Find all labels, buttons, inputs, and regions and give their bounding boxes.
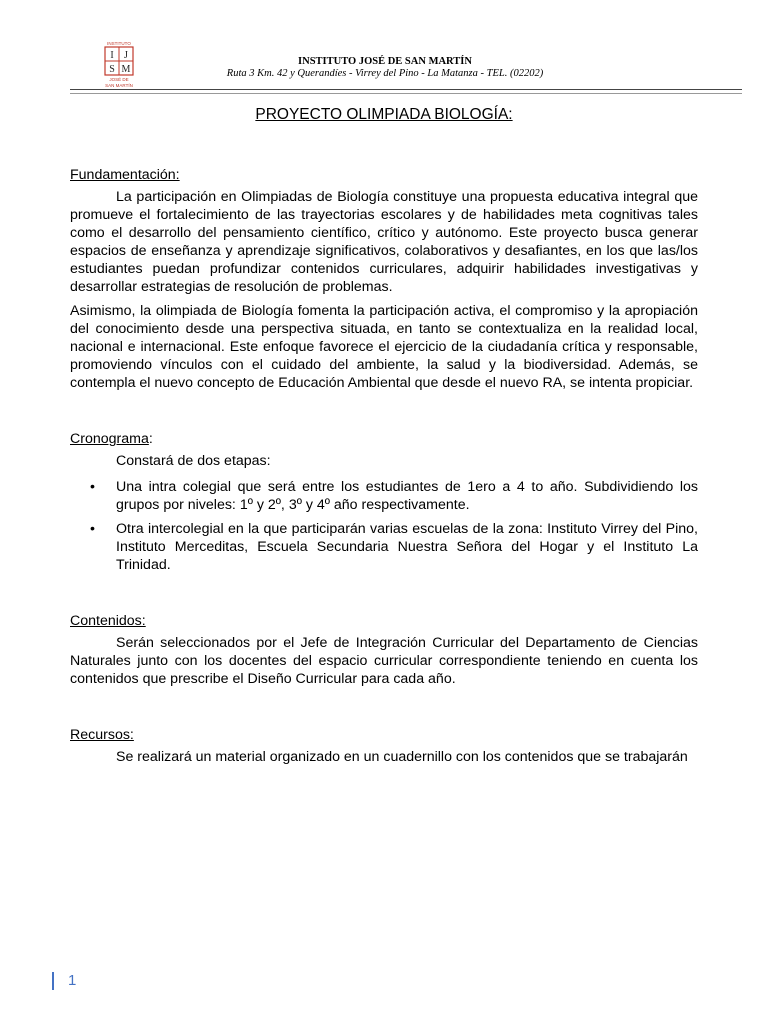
institute-logo (98, 40, 140, 90)
document-body (70, 106, 698, 772)
paragraph-fundamentacion-2: Asimismo, la olimpiada de Biología fomenta la participación activa, el compromiso y la apropiación del conocimiento desde una perspectiva situada, en tanto se contextualiza en la realidad local, nacional e internacional. Este enfoque favorece el ejercicio de la ciudadanía crítica y responsable, promoviendo vínculos con el cuidado del ambiente, la salud y la biodiversidad. Además, se contempla el nuevo concepto de Educación Ambiental que desde el nuevo RA, se intenta propiciar. (70, 303, 698, 391)
heading-cronograma (70, 430, 698, 448)
heading-cronograma-colon: : (148, 431, 153, 447)
heading-fundamentacion: Fundamentación: (70, 167, 180, 183)
paragraph-fundamentacion-1: La participación en Olimpiadas de Biología constituye una propuesta educativa integral que promueve el fortalecimiento de las trayectorias escolares y de habilidades meta cognitivas tales como el desarrollo del pensamiento científico, crítico y autónomo. Este proyecto busca generar espacios de enseñanza y aprendizaje significativos, colaborativos y desafiantes, en los que las/los estudiantes puedan profundizar contenidos curriculares, adquirir habilidades investigativas y desarrollar estrategias de resolución de problemas. (70, 189, 698, 295)
page-number: 1 (68, 972, 77, 989)
cronograma-list (70, 478, 698, 574)
list-item (70, 478, 698, 514)
logo-bottom-text-1: JOSÉ DE (109, 77, 129, 82)
list-item-text: Una intra colegial que será entre los estudiantes de 1ero a 4 to año. Subdividiendo los grupos por niveles: 1º y 2º, 3º y 4º año respectivamente. (116, 479, 698, 513)
heading-recursos: Recursos: (70, 727, 134, 743)
logo-letter-1: I (110, 50, 114, 61)
document-header (0, 0, 768, 100)
logo-bottom-text-2: SAN MARTÍN (105, 83, 133, 88)
logo-top-text: INSTITUTO (107, 41, 131, 46)
logo-letter-4: M (121, 64, 131, 75)
institution-name: INSTITUTO JOSÉ DE SAN MARTÍN (298, 56, 472, 67)
heading-contenidos: Contenidos: (70, 613, 146, 629)
header-rule (70, 89, 742, 90)
bullet-icon: • (90, 521, 95, 537)
logo-letter-3: S (109, 64, 115, 75)
logo-letter-2: J (124, 50, 128, 61)
header-rule-thin (70, 93, 742, 94)
paragraph-contenidos: Serán seleccionados por el Jefe de Integración Curricular del Departamento de Ciencias Naturales junto con los docentes del espacio curricular correspondiente teniendo en cuenta los contenidos que prescribe el Diseño Curricular para cada año. (70, 635, 698, 687)
page-number-bar (52, 972, 54, 990)
list-item-text: Otra intercolegial en la que participarán varias escuelas de la zona: Instituto Virrey del Pino, Instituto Merceditas, Escuela Secundaria Nuestra Señora del Hogar y el Instituto La Trinidad. (116, 521, 698, 573)
page-title: PROYECTO OLIMPIADA BIOLOGÍA: (255, 106, 513, 123)
cronograma-intro: Constará de dos etapas: (116, 453, 271, 469)
heading-cronograma-text: Cronograma (70, 431, 149, 447)
institution-address: Ruta 3 Km. 42 y Querandíes - Virrey del Pino - La Matanza - TEL. (02202) (226, 68, 544, 79)
bullet-icon: • (90, 479, 95, 495)
list-item (70, 520, 698, 574)
paragraph-recursos: Se realizará un material organizado en un cuadernillo con los contenidos que se trabajarán (116, 749, 688, 765)
